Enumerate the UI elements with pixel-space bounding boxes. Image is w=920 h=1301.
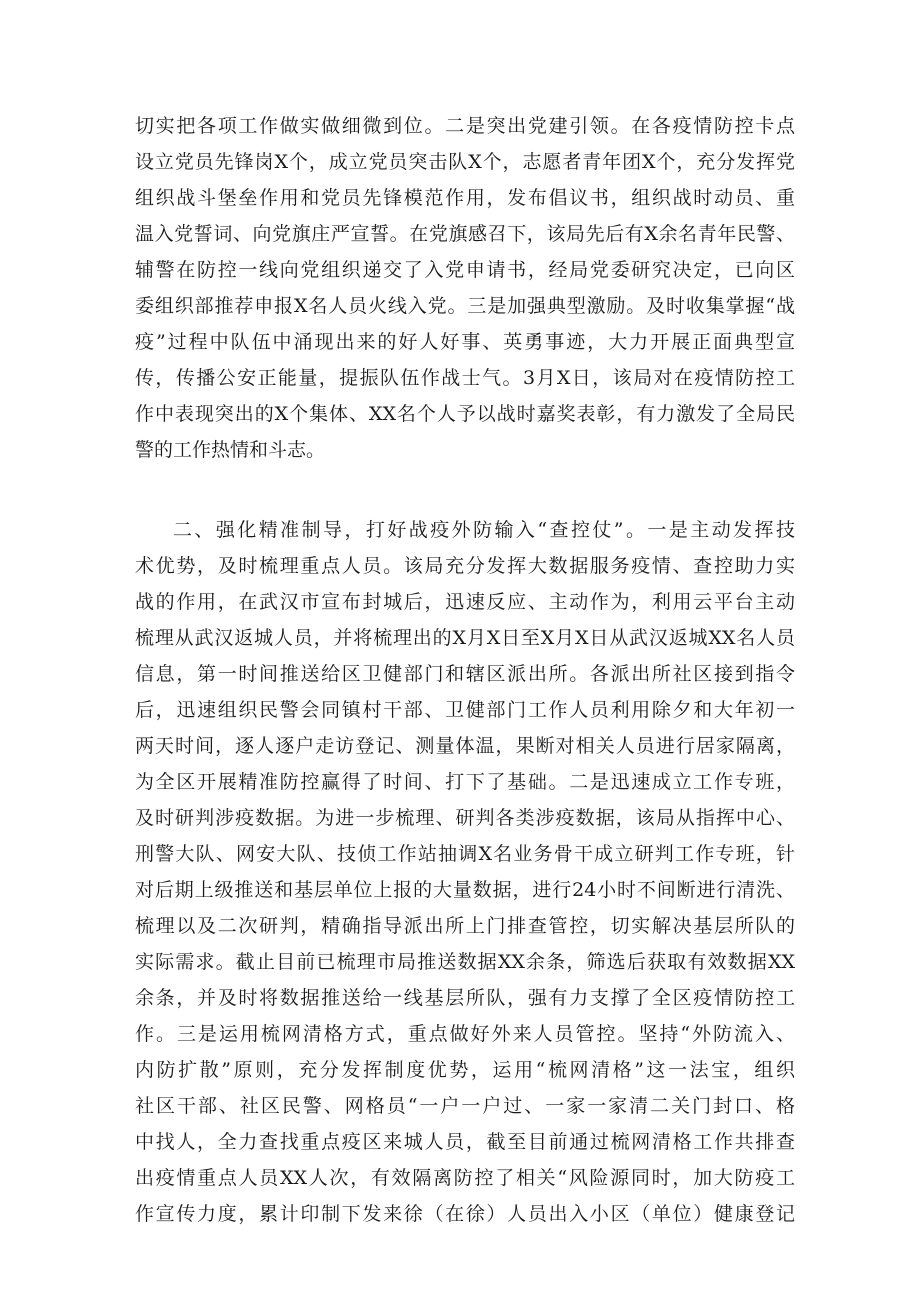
paragraph-1-line-7: 疫”过程中队伍中涌现出来的好人好事、英勇事迹，大力开展正面典型宣 — [135, 331, 795, 353]
paragraph-2-line-16: 内防扩散”原则，充分发挥制度优势，运用“梳网清格”这一法宝，组织 — [135, 1059, 795, 1081]
paragraph-1-line-3: 组织战斗堡垒作用和党员先锋模范作用，发布倡议书，组织战时动员、重 — [135, 187, 795, 209]
paragraph-1-line-10: 警的工作热情和斗志。 — [135, 439, 326, 461]
paragraph-2-line-1: 二、强化精准制导，打好战疫外防输入“查控仗”。一是主动发挥技 — [173, 519, 795, 541]
paragraph-1-line-5: 辅警在防控一线向党组织递交了入党申请书，经局党委研究决定，已向区 — [135, 259, 795, 281]
paragraph-2-line-19: 出疫情重点人员XX人次，有效隔离防控了相关“风险源同时，加大防疫工 — [135, 1167, 795, 1189]
paragraph-2-line-15: 作。三是运用梳网清格方式，重点做好外来人员管控。坚持“外防流入、 — [135, 1023, 795, 1045]
paragraph-1-line-1: 切实把各项工作做实做细微到位。二是突出党建引领。在各疫情防控卡点 — [135, 115, 795, 137]
paragraph-2-line-9: 及时研判涉疫数据。为进一步梳理、研判各类涉疫数据，该局从指挥中心、 — [135, 807, 795, 829]
paragraph-2-line-17: 社区干部、社区民警、网格员“一户一户过、一家一家清二关门封口、格 — [135, 1095, 795, 1117]
paragraph-1-line-2: 设立党员先锋岗X个，成立党员突击队X个，志愿者青年团X个，充分发挥党 — [135, 151, 795, 173]
paragraph-1-line-4: 温入党誓词、向党旗庄严宣誓。在党旗感召下，该局先后有X余名青年民警、 — [135, 223, 795, 245]
paragraph-2-line-11: 对后期上级推送和基层单位上报的大量数据，进行24小时不间断进行清洗、 — [135, 879, 795, 901]
paragraph-2-line-20: 作宣传力度，累计印制下发来徐（在徐）人员出入小区（单位）健康登记 — [135, 1203, 795, 1225]
paragraph-2-line-2: 术优势，及时梳理重点人员。该局充分发挥大数据服务疫情、查控助力实 — [135, 555, 795, 577]
paragraph-1-line-6: 委组织部推荐申报X名人员火线入党。三是加强典型激励。及时收集掌握“战 — [135, 295, 795, 317]
paragraph-2-line-7: 两天时间，逐人逐户走访登记、测量体温，果断对相关人员进行居家隔离， — [135, 735, 795, 757]
paragraph-2-line-13: 实际需求。截止目前已梳理市局推送数据XX余条，筛选后获取有效数据XX — [135, 951, 795, 973]
paragraph-2-line-12: 梳理以及二次研判，精确指导派出所上门排查管控，切实解决基层所队的 — [135, 915, 795, 937]
paragraph-2-line-18: 中找人，全力查找重点疫区来城人员，截至目前通过梳网清格工作共排查 — [135, 1131, 795, 1153]
paragraph-2-line-3: 战的作用，在武汉市宣布封城后，迅速反应、主动作为，利用云平台主动 — [135, 591, 795, 613]
paragraph-2-line-6: 后，迅速组织民警会同镇村干部、卫健部门工作人员利用除夕和大年初一 — [135, 699, 795, 721]
paragraph-2-line-14: 余条，并及时将数据推送给一线基层所队，强有力支撑了全区疫情防控工 — [135, 987, 795, 1009]
paragraph-2-line-10: 刑警大队、网安大队、技侦工作站抽调X名业务骨干成立研判工作专班，针 — [135, 843, 795, 865]
paragraph-2-line-4: 梳理从武汉返城人员，并将梳理出的X月X日至X月X日从武汉返城XX名人员 — [135, 627, 795, 649]
paragraph-2-line-5: 信息，第一时间推送给区卫健部门和辖区派出所。各派出所社区接到指令 — [135, 663, 795, 685]
paragraph-1-line-9: 作中表现突出的X个集体、XX名个人予以战时嘉奖表彰，有力激发了全局民 — [135, 403, 795, 425]
paragraph-2-line-8: 为全区开展精准防控赢得了时间、打下了基础。二是迅速成立工作专班， — [135, 771, 795, 793]
paragraph-1-line-8: 传，传播公安正能量，提振队伍作战士气。3月X日，该局对在疫情防控工 — [135, 367, 795, 389]
